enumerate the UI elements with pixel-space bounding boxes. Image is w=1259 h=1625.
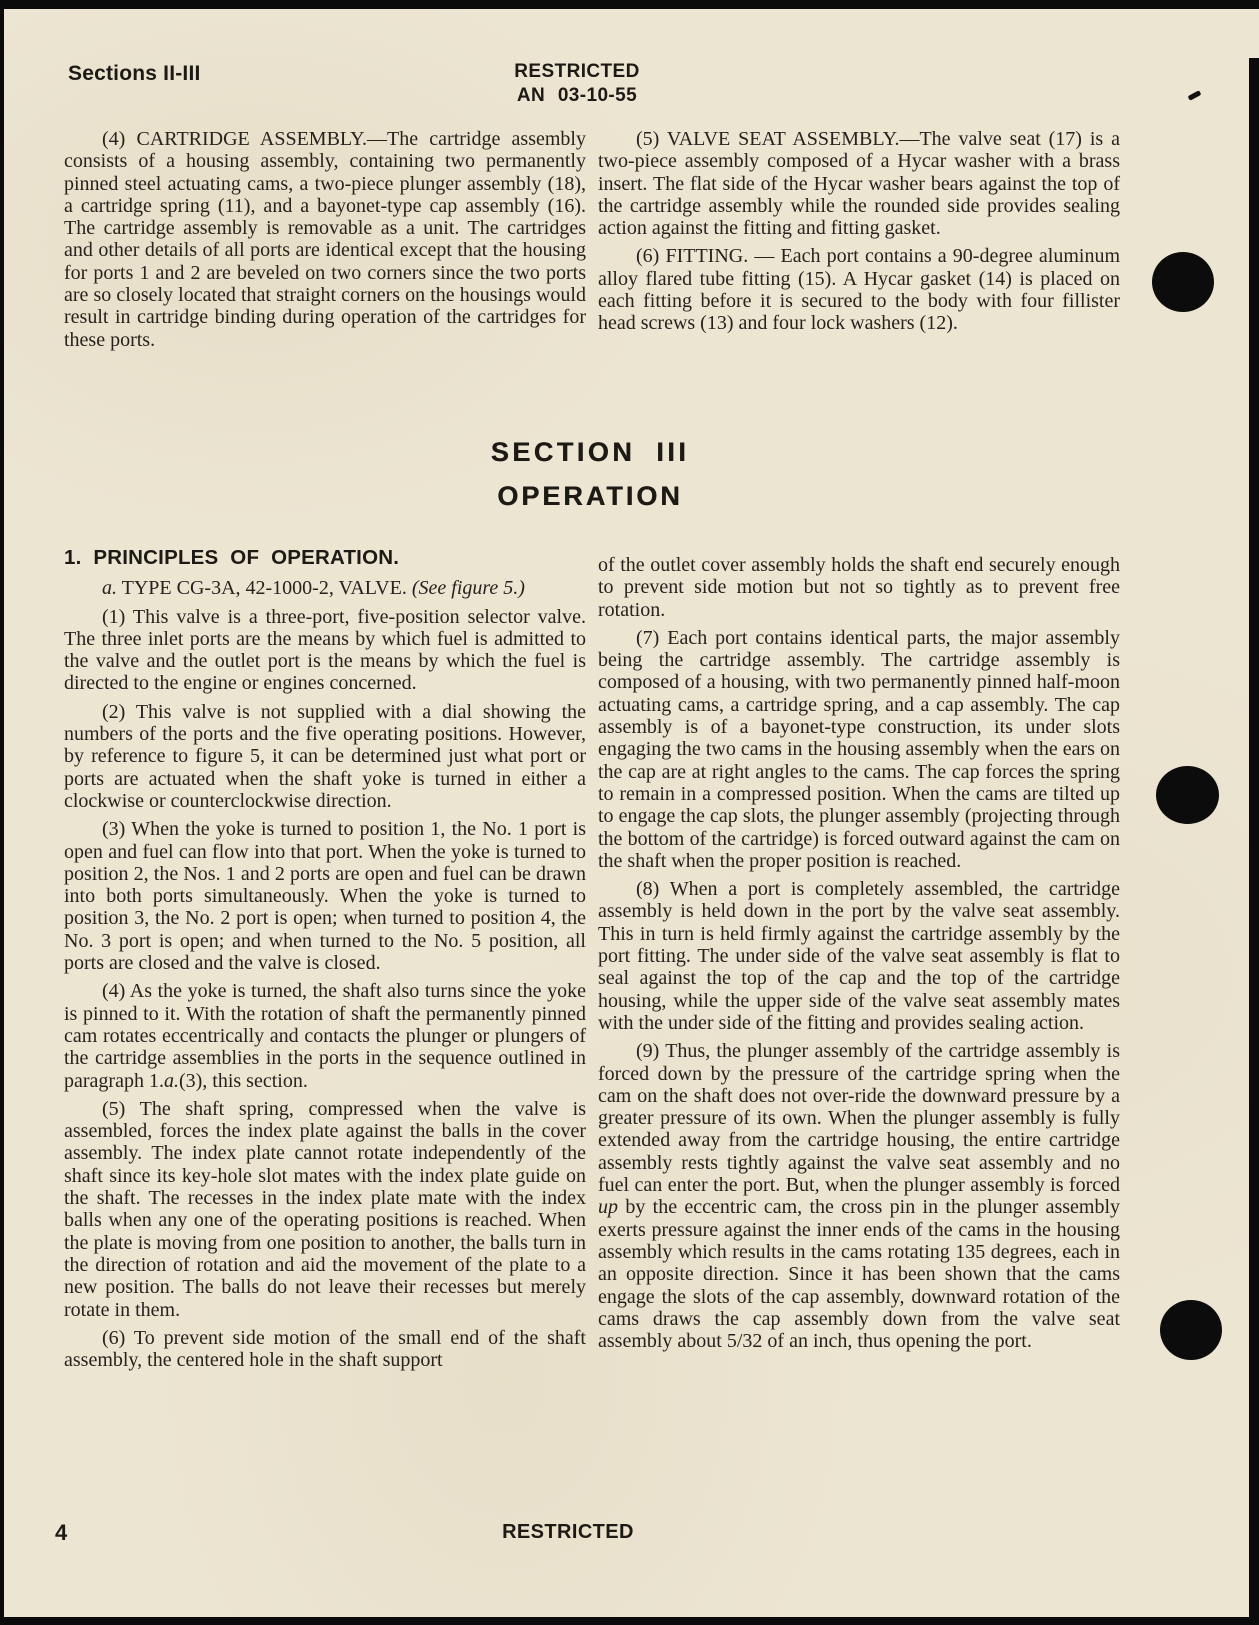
binder-hole-icon [1152,252,1214,312]
paragraph-4-cartridge-assembly: (4) CARTRIDGE ASSEMBLY.—The cartridge assembly consists of a housing assembly, containing two permanently pinned steel actuating cams, a two-piece plunger assembly (18), a cartridge spring (11), and a bayonet-type cap assembly (16). The cartridge assembly is removable as a unit. The cartridges and other details of all ports are identical except that the housing for ports 1 and 2 are beveled on two corners since the two ports are so closely located that straight corners on the housings would result in cartridge binding during operation of the cartridges for these ports. [64,128,586,351]
paragraph-6-fitting: (6) FITTING. — Each port contains a 90-degree aluminum alloy flared tube fitting (15). A Hycar gasket (14) is placed on each fitting before it is secured to the body with four fillister head screws (13) and four lock washers (12). [598,245,1120,335]
section-title: SECTION III [490,437,690,467]
section2-continued-columns [64,128,1120,357]
paragraph-8: (8) When a port is completely assembled, the cartridge assembly is held down in the port by the valve seat assembly. This in turn is held firmly against the cartridge assembly by the port fitting. The under side of the valve seat assembly is flat to seal against the top of the cap and the top of the cartridge housing, while the upper side of the valve seat assembly mates with the under side of the fitting and provides sealing action. [598,878,1120,1034]
paragraph-5-valve-seat-assembly: (5) VALVE SEAT ASSEMBLY.—The valve seat (17) is a two-piece assembly composed of a Hycar washer with a brass insert. The flat side of the Hycar washer bears against the top of the cartridge assembly while the rounded side provides sealing action against the fitting and fitting gasket. [598,128,1120,240]
paragraph-6: (6) To prevent side motion of the small end of the shaft assembly, the centered hole in the shaft support [64,1326,586,1372]
left-column-top [64,128,586,357]
paragraph-5: (5) The shaft spring, compressed when the valve is assembled, forces the index plate against the balls in the cover assembly. The index plate cannot rotate independently of the shaft since its key-hole slot mates with the index plate guide on the shaft. The recesses in the index plate mate with the index balls when any one of the operating positions is reached. When the plate is moving from one position to another, the balls turn in the direction of rotation and aid the movement of the plate to a new position. The balls do not leave their recesses but merely rotate in them. [64,1097,586,1321]
paragraph-3: (3) When the yoke is turned to position 1, the No. 1 port is open and fuel can flow into that port. When the yoke is turned to position 2, the Nos. 1 and 2 ports are open and fuel can be drawn into both ports simultaneously. When the yoke is turned to position 3, the No. 2 port is open; when turned to position 4, the No. 3 port is open; and when turned to the No. 5 position, all ports are closed and the valve is closed. [64,818,586,975]
paragraph-2: (2) This valve is not supplied with a dial showing the numbers of the ports and the five operating positions. However, by reference to figure 5, it can be determined just what port or ports are actuated when the shaft yoke is turned in either a clockwise or counterclockwise direction. [64,700,586,812]
paragraph-4: (4) As the yoke is turned, the shaft also turns since the yoke is pinned to it. With the rotation of shaft the permanently pinned cam rotates eccentrically and contacts the plunger or plungers of the cartridge assemblies in the ports in the sequence outlined in paragraph 1.a.(3), this section. [64,980,586,1092]
right-column-main [598,545,1120,1377]
scan-artifact [1188,90,1202,101]
paragraph-9: (9) Thus, the plunger assembly of the cartridge assembly is forced down by the pressure of the cartridge spring when the cam on the shaft does not over-ride the downward pressure by a greater pressure of its own. When the plunger assembly is fully extended away from the cartridge housing, the entire cartridge assembly rests tightly against the valve seat assembly and no fuel can enter the port. But, when the plunger assembly is forced up by the eccentric cam, the cross pin in the plunger assembly exerts pressure against the inner ends of the cams in the housing assembly which results in the cams rotating 135 degrees, each in an opposite direction. Since it has been shown that the cams engage the slots of the cap assembly, downward rotation of the cams draws the cap assembly down from the valve seat assembly about 5/32 of an inch, thus opening the port. [598,1040,1120,1353]
header-doc-number: AN 03-10-55 [516,85,638,106]
left-column-main [64,545,586,1377]
type-valve-line: a. TYPE CG-3A, 42-1000-2, VALVE. (See figure 5.) [102,577,525,600]
scan-edge-left [0,9,4,1625]
footer-classification: RESTRICTED [502,1521,634,1543]
section-subtitle: OPERATION [497,481,683,511]
left-column-paragraphs [64,577,586,1371]
section-heading [0,437,1180,512]
scan-edge-top [0,0,1259,9]
binder-hole-icon [1156,766,1219,824]
header-classification: RESTRICTED [514,61,640,82]
paragraph-6-continuation: of the outlet cover assembly holds the shaft end securely enough to prevent side motion but not so tightly as to prevent free rotation. [598,554,1120,621]
paragraph-1: (1) This valve is a three-port, five-position selector valve. The three inlet ports are the means by which fuel is admitted to the valve and the outlet port is the means by which the fuel is directed to the engine or engines concerned. [64,605,586,695]
right-column-top [598,128,1120,357]
header-sections-label: Sections II-III [68,62,201,85]
scan-edge-bottom [0,1617,1259,1625]
principles-heading: 1. PRINCIPLES OF OPERATION. [64,546,400,569]
section3-columns [64,545,1120,1377]
scan-edge-right [1249,58,1259,1625]
header-center [0,60,1154,108]
footer-page-number: 4 [55,1520,68,1545]
binder-hole-icon [1160,1300,1222,1360]
paragraph-7: (7) Each port contains identical parts, the major assembly being the cartridge assembly. The cartridge assembly is composed of a housing, with two permanently pinned half-moon actuating cams, a cartridge spring, and a cap assembly. The cap assembly is of a bayonet-type construction, its under slots engaging the two cams in the housing assembly when the ears on the cap are at right angles to the cams. The cap forces the spring to remain in a compressed position. When the cams are tilted up to engage the cap slots, the plunger assembly (projecting through the bottom of the cartridge) is forced outward against the cam on the shaft when the proper position is reached. [598,626,1120,872]
